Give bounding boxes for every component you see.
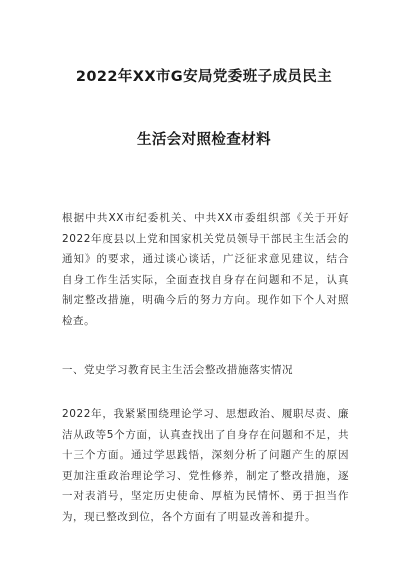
body-paragraph-line: 洁从政等5个方面，认真查找出了自身存在问题和不足，共 (62, 428, 349, 441)
body-paragraph-line: 为，现已整改到位，各个方面有了明显改善和提升。 (62, 510, 317, 523)
intro-paragraph-line: 根据中共XX市纪委机关、中共XX市委组织部《关于开好 (62, 212, 349, 224)
body-paragraph-line: 一对表消号，坚定历史使命、厚植为民情怀、勇于担当作 (62, 490, 349, 502)
document-title-line-2: 生活会对照检查材料 (136, 132, 272, 148)
intro-paragraph-line: 检查。 (62, 314, 96, 327)
body-paragraph (62, 404, 349, 527)
body-paragraph-line: 2022年，我紧紧围绕理论学习、思想政治、履职尽责、廉 (62, 408, 349, 420)
body-paragraph-line: 更加注重政治理论学习、党性修养，制定了整改措施，逐 (62, 469, 349, 482)
body-paragraph-line: 十三个方面。通过学思践悟，深刻分析了问题产生的原因 (62, 449, 349, 461)
section-heading: 一、党史学习教育民主生活会整改措施落实情况 (62, 364, 293, 376)
intro-paragraph-line: 2022年度县以上党和国家机关党员领导干部民主生活会的 (62, 232, 349, 245)
intro-paragraph-line: 自身工作生活实际，全面查找自身存在问题和不足，认真 (62, 273, 349, 286)
intro-paragraph-line: 制定整改措施，明确今后的努力方向。现作如下个人对照 (62, 294, 349, 306)
intro-paragraph (62, 208, 349, 331)
intro-paragraph-line: 通知》的要求，通过谈心谈话，广泛征求意见建议，结合 (62, 253, 349, 265)
document-title-line-1: 2022年XX市G安局党委班子成员民主 (75, 69, 333, 85)
